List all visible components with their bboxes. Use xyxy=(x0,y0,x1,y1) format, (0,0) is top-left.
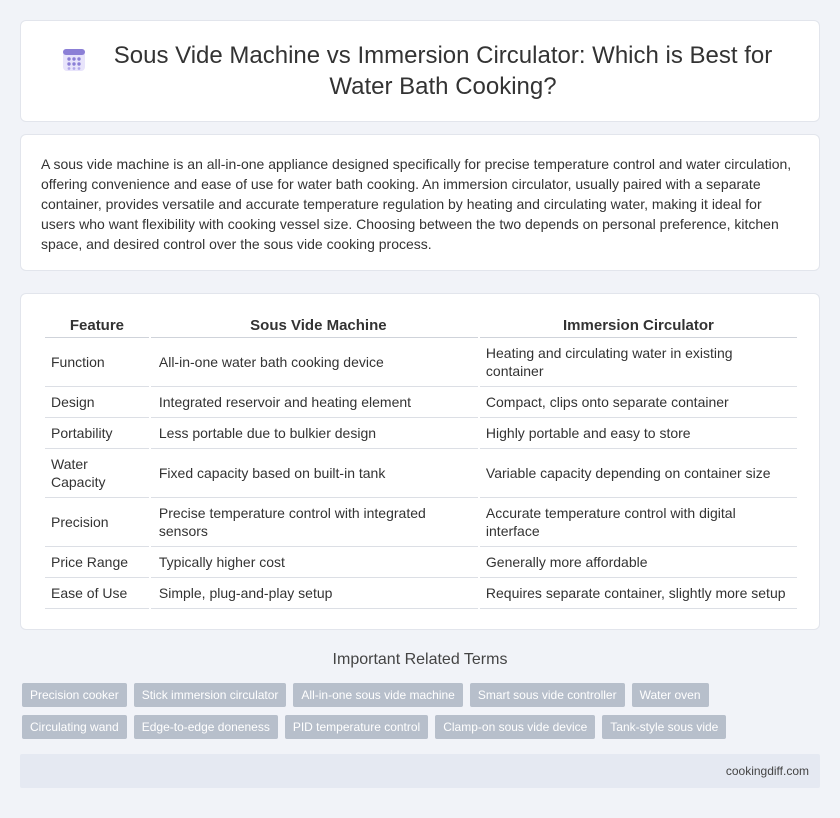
related-terms-tags xyxy=(22,683,822,747)
circulator-cell: Heating and circulating water in existing container xyxy=(480,338,797,387)
grid-calculator-icon xyxy=(60,46,88,74)
tag-all-in-one-sous-vide-machine[interactable]: All-in-one sous vide machine xyxy=(293,683,462,707)
tag-clamp-on-sous-vide-device[interactable]: Clamp-on sous vide device xyxy=(435,715,595,739)
tag-smart-sous-vide-controller[interactable]: Smart sous vide controller xyxy=(470,683,625,707)
header-immersion-circulator: Immersion Circulator xyxy=(480,316,797,338)
footer-site-link[interactable]: cookingdiff.com xyxy=(725,764,809,778)
title-wrap xyxy=(60,40,780,102)
tag-circulating-wand[interactable]: Circulating wand xyxy=(22,715,127,739)
tag-precision-cooker[interactable]: Precision cooker xyxy=(22,683,127,707)
circulator-cell: Highly portable and easy to store xyxy=(480,418,797,449)
machine-cell: Typically higher cost xyxy=(151,547,478,578)
table-row xyxy=(45,449,797,498)
intro-card xyxy=(20,134,820,271)
table-header-row xyxy=(45,316,797,338)
circulator-cell: Generally more affordable xyxy=(480,547,797,578)
tag-edge-to-edge-doneness[interactable]: Edge-to-edge doneness xyxy=(134,715,278,739)
machine-cell: Simple, plug-and-play setup xyxy=(151,578,478,609)
machine-cell: Integrated reservoir and heating element xyxy=(151,387,478,418)
circulator-cell: Compact, clips onto separate container xyxy=(480,387,797,418)
machine-cell: All-in-one water bath cooking device xyxy=(151,338,478,387)
machine-cell: Less portable due to bulkier design xyxy=(151,418,478,449)
header-sous-vide-machine: Sous Vide Machine xyxy=(151,316,478,338)
tag-row-1 xyxy=(22,683,822,707)
table-row xyxy=(45,418,797,449)
circulator-cell: Accurate temperature control with digital interface xyxy=(480,498,797,547)
circulator-cell: Requires separate container, slightly more setup xyxy=(480,578,797,609)
title-card xyxy=(20,20,820,122)
page-title: Sous Vide Machine vs Immersion Circulator: Which is Best for Water Bath Cooking? xyxy=(113,42,773,100)
machine-cell: Fixed capacity based on built-in tank xyxy=(151,449,478,498)
feature-cell: Precision xyxy=(45,498,149,547)
feature-cell: Water Capacity xyxy=(45,449,149,498)
tag-water-oven[interactable]: Water oven xyxy=(632,683,709,707)
intro-paragraph: A sous vide machine is an all-in-one appliance designed specifically for precise temperature control and water circulation, offering convenience and ease of use for water bath cooking. An immersion circulator, usually paired with a separate container, provides versatile and accurate temperature regulation by heating and circulating water, making it ideal for users who want flexibility with cooking vessel size. Choosing between the two depends on personal preference, kitchen space, and desired control over the sous vide cooking process. xyxy=(41,156,792,252)
table-row xyxy=(45,387,797,418)
circulator-cell: Variable capacity depending on container size xyxy=(480,449,797,498)
table-row xyxy=(45,547,797,578)
feature-cell: Function xyxy=(45,338,149,387)
table-row xyxy=(45,578,797,609)
tag-row-2 xyxy=(22,715,822,739)
tag-tank-style-sous-vide[interactable]: Tank-style sous vide xyxy=(602,715,726,739)
tag-pid-temperature-control[interactable]: PID temperature control xyxy=(285,715,428,739)
feature-cell: Portability xyxy=(45,418,149,449)
table-row xyxy=(45,338,797,387)
comparison-table xyxy=(43,316,799,609)
tag-stick-immersion-circulator[interactable]: Stick immersion circulator xyxy=(134,683,287,707)
footer xyxy=(20,754,820,788)
related-terms-title: Important Related Terms xyxy=(332,651,508,668)
header-feature: Feature xyxy=(45,316,149,338)
feature-cell: Price Range xyxy=(45,547,149,578)
feature-cell: Ease of Use xyxy=(45,578,149,609)
machine-cell: Precise temperature control with integrated sensors xyxy=(151,498,478,547)
table-row xyxy=(45,498,797,547)
comparison-table-card xyxy=(20,293,820,630)
feature-cell: Design xyxy=(45,387,149,418)
